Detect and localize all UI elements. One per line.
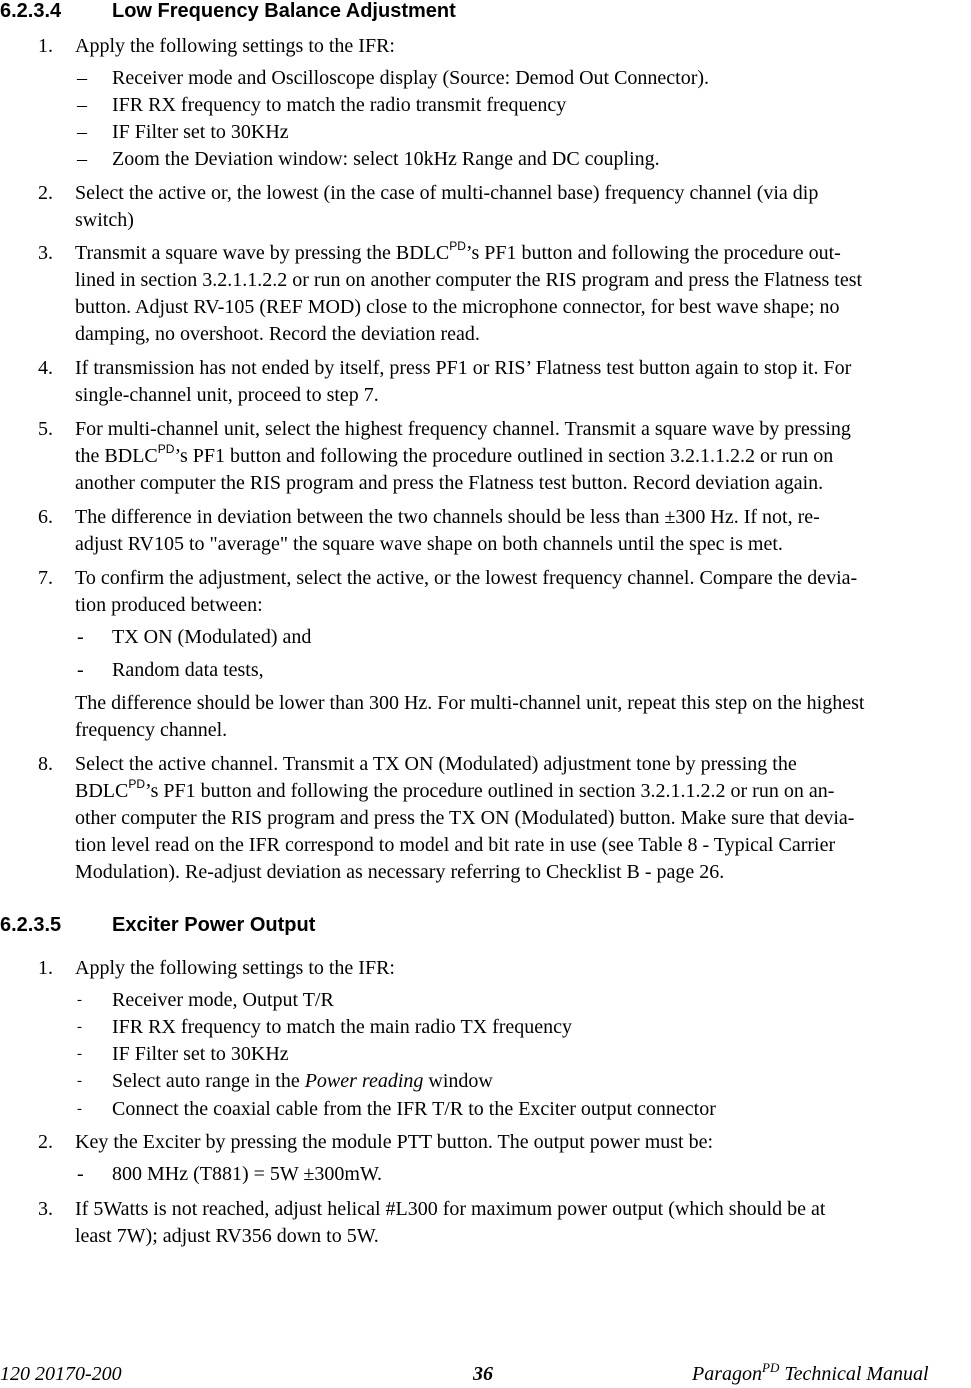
- bullet-text: Receiver mode, Output T/R: [112, 989, 334, 1011]
- footer-manual-title: Paragon$^{PD}$ Technical Manual: [692, 1360, 929, 1385]
- step-number: 2.: [38, 182, 53, 204]
- step-number: 2.: [38, 1131, 53, 1153]
- step-number: 1.: [38, 957, 53, 979]
- step-text: tion produced between:: [75, 594, 263, 616]
- step-text: For multi-channel unit, select the highest frequency channel. Transmit a square wave by pressing: [75, 418, 851, 440]
- bullet-text: Receiver mode and Oscilloscope display (Source: Demod Out Connector).: [112, 67, 710, 89]
- step-text: least 7W); adjust RV356 down to 5W.: [75, 1225, 379, 1247]
- bullet-dash: -: [77, 992, 82, 1008]
- bullet-dash: -: [77, 1101, 82, 1117]
- step-text: To confirm the adjustment, select the active, or the lowest frequency channel. Compare the devia-: [75, 567, 858, 589]
- step-text: another computer the RIS program and press the Flatness test button. Record deviation again.: [75, 472, 824, 494]
- step-text: Select the active channel. Transmit a TX ON (Modulated) adjustment tone by pressing the: [75, 753, 797, 775]
- bullet-text: Random data tests,: [112, 659, 264, 681]
- step-text: damping, no overshoot. Record the deviation read.: [75, 323, 480, 345]
- superscript-pd: PD: [449, 239, 466, 253]
- bullet-text: IF Filter set to 30KHz: [112, 1043, 289, 1065]
- step-text: $BDLC^{PD}’s$ PF1 button and following the procedure outlined in section 3.2.1.1.2.2 or run on an-: [75, 777, 835, 802]
- step-text: single-channel unit, proceed to step 7.: [75, 384, 379, 406]
- emphasis-power-reading: Power reading: [304, 1070, 424, 1092]
- superscript-pd: PD: [128, 777, 146, 791]
- bullet-dash: -: [77, 626, 84, 648]
- bullet-dash: –: [77, 94, 87, 116]
- step-number: 8.: [38, 753, 53, 775]
- bullet-text: IF Filter set to 30KHz: [112, 121, 289, 143]
- bullet-text: Connect the coaxial cable from the IFR T/R to the Exciter output connector: [112, 1098, 716, 1120]
- section-title: Low Frequency Balance Adjustment: [112, 0, 456, 22]
- step-text: other computer the RIS program and press the TX ON (Modulated) button. Make sure that devia-: [75, 807, 855, 829]
- bullet-text: Select auto range in the Power reading window: [112, 1070, 493, 1092]
- step-text: Key the Exciter by pressing the module PTT button. The output power must be:: [75, 1131, 714, 1153]
- section-number: 6.2.3.5: [0, 914, 62, 936]
- step-text: switch): [75, 209, 134, 231]
- bullet-dash: -: [77, 1046, 82, 1062]
- step-text: the $BDLC^{PD}’s$ PF1 button and following the procedure outlined in section 3.2.1.1.2.2 or run on: [75, 442, 834, 467]
- step-text: Apply the following settings to the IFR:: [75, 957, 395, 979]
- bullet-dash: -: [77, 659, 84, 681]
- bullet-dash: -: [77, 1073, 82, 1089]
- step-text: Modulation). Re-adjust deviation as necessary referring to Checklist B - page 26.: [75, 861, 725, 883]
- bullet-dash: –: [77, 67, 87, 89]
- bullet-dash: -: [77, 1163, 84, 1185]
- step-text: adjust RV105 to "average" the square wave shape on both channels until the spec is met.: [75, 533, 783, 555]
- bullet-text: TX ON (Modulated) and: [112, 626, 312, 648]
- step-text: Transmit a square wave by pressing the $BDLC^{PD}’s$ PF1 button and following the procedure out-: [75, 239, 841, 264]
- step-text: frequency channel.: [75, 719, 228, 741]
- bullet-text: 800 MHz (T881) = 5W ±300mW.: [112, 1163, 383, 1185]
- step-number: 5.: [38, 418, 53, 440]
- step-number: 3.: [38, 242, 53, 264]
- bullet-text: Zoom the Deviation window: select 10kHz Range and DC coupling.: [112, 148, 660, 170]
- step-number: 1.: [38, 35, 53, 57]
- footer-page-number: 36: [473, 1363, 493, 1385]
- step-text: Select the active or, the lowest (in the case of multi-channel base) frequency channel (via dip: [75, 182, 819, 204]
- section-title: Exciter Power Output: [112, 914, 316, 936]
- bullet-dash: -: [77, 1019, 82, 1035]
- step-number: 6.: [38, 506, 53, 528]
- bullet-text: IFR RX frequency to match the main radio TX frequency: [112, 1016, 573, 1038]
- superscript-pd: PD: [157, 442, 175, 456]
- step-text: lined in section 3.2.1.1.2.2 or run on another computer the RIS program and press the Flatness test: [75, 269, 863, 291]
- step-text: If transmission has not ended by itself, press PF1 or RIS’ Flatness test button again to stop it. For: [75, 357, 852, 379]
- step-number: 3.: [38, 1198, 53, 1220]
- step-text: Apply the following settings to the IFR:: [75, 35, 395, 57]
- step-number: 4.: [38, 357, 53, 379]
- bullet-dash: –: [77, 148, 87, 170]
- step-text: The difference in deviation between the two channels should be less than ±300 Hz. If not, re-: [75, 506, 820, 528]
- step-text: tion level read on the IFR correspond to model and bit rate in use (see Table 8 - Typical Carrier: [75, 834, 836, 856]
- footer-superscript-pd: PD: [762, 1360, 780, 1375]
- step-text: The difference should be lower than 300 Hz. For multi-channel unit, repeat this step on the highest: [75, 692, 865, 714]
- step-text: If 5Watts is not reached, adjust helical #L300 for maximum power output (which should be at: [75, 1198, 826, 1220]
- step-number: 7.: [38, 567, 53, 589]
- section-number: 6.2.3.4: [0, 0, 62, 22]
- bullet-dash: –: [77, 121, 87, 143]
- bullet-text: IFR RX frequency to match the radio transmit frequency: [112, 94, 567, 116]
- step-text: button. Adjust RV-105 (REF MOD) close to the microphone connector, for best wave shape; no: [75, 296, 840, 318]
- footer-doc-number: 120 20170-200: [0, 1363, 122, 1385]
